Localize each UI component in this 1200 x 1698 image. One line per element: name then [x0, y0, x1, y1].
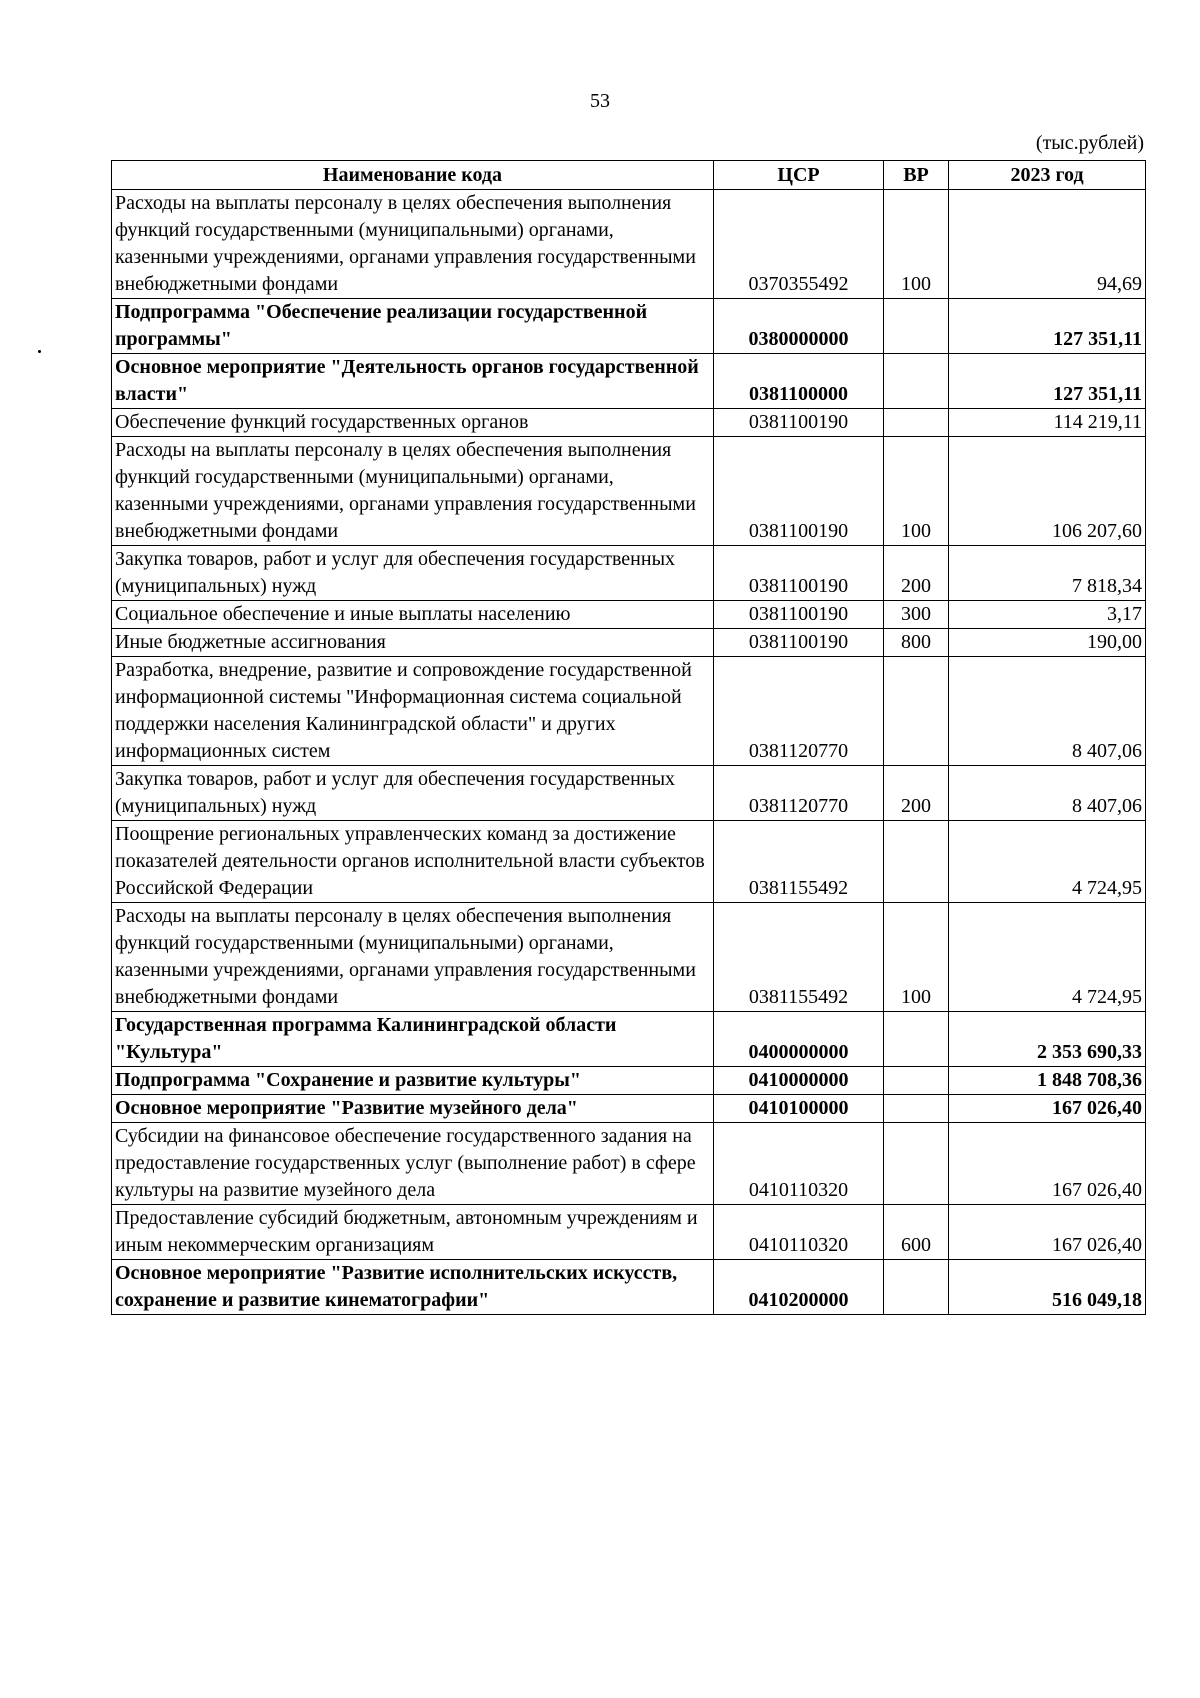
row-csr: 0381155492	[714, 903, 884, 1012]
row-csr: 0381100190	[714, 629, 884, 657]
table-row	[112, 354, 1146, 409]
row-vr: 200	[884, 766, 949, 821]
row-csr: 0410200000	[714, 1260, 884, 1315]
row-vr: 100	[884, 903, 949, 1012]
row-name: Основное мероприятие "Развитие исполнительских искусств, сохранение и развитие кинематографии"	[112, 1260, 714, 1315]
table-row	[112, 601, 1146, 629]
row-csr: 0381100190	[714, 437, 884, 546]
row-csr: 0410110320	[714, 1205, 884, 1260]
row-csr: 0381120770	[714, 766, 884, 821]
row-csr: 0410000000	[714, 1067, 884, 1095]
row-csr: 0381100190	[714, 546, 884, 601]
row-name: Предоставление субсидий бюджетным, автономным учреждениям и иным некоммерческим организациям	[112, 1205, 714, 1260]
row-amount: 7 818,34	[949, 546, 1146, 601]
row-name: Обеспечение функций государственных органов	[112, 409, 714, 437]
row-amount: 127 351,11	[949, 354, 1146, 409]
row-name: Расходы на выплаты персоналу в целях обеспечения выполнения функций государственными (муниципальными) органами, казенными учреждениями, органами управления государственными внебюджетными фондами	[112, 903, 714, 1012]
row-vr	[884, 1095, 949, 1123]
row-amount: 4 724,95	[949, 903, 1146, 1012]
row-amount: 167 026,40	[949, 1205, 1146, 1260]
row-vr: 100	[884, 190, 949, 299]
header-name: Наименование кода	[112, 161, 714, 190]
header-amount: 2023 год	[949, 161, 1146, 190]
table-header-row	[112, 161, 1146, 190]
header-csr: ЦСР	[714, 161, 884, 190]
row-name: Государственная программа Калининградской области "Культура"	[112, 1012, 714, 1067]
row-vr	[884, 657, 949, 766]
row-name: Закупка товаров, работ и услуг для обеспечения государственных (муниципальных) нужд	[112, 766, 714, 821]
scan-speck	[38, 350, 41, 353]
row-amount: 127 351,11	[949, 299, 1146, 354]
row-amount: 3,17	[949, 601, 1146, 629]
row-vr: 200	[884, 546, 949, 601]
row-vr	[884, 1067, 949, 1095]
row-vr: 300	[884, 601, 949, 629]
row-name: Основное мероприятие "Деятельность органов государственной власти"	[112, 354, 714, 409]
row-name: Социальное обеспечение и иные выплаты населению	[112, 601, 714, 629]
row-vr: 100	[884, 437, 949, 546]
row-amount: 4 724,95	[949, 821, 1146, 903]
table-row	[112, 1123, 1146, 1205]
row-name: Поощрение региональных управленческих команд за достижение показателей деятельности органов исполнительной власти субъектов Российской Федерации	[112, 821, 714, 903]
table-row	[112, 657, 1146, 766]
row-csr: 0400000000	[714, 1012, 884, 1067]
row-vr	[884, 409, 949, 437]
table-row	[112, 546, 1146, 601]
row-name: Расходы на выплаты персоналу в целях обеспечения выполнения функций государственными (муниципальными) органами, казенными учреждениями, органами управления государственными внебюджетными фондами	[112, 190, 714, 299]
row-amount: 114 219,11	[949, 409, 1146, 437]
row-name: Иные бюджетные ассигнования	[112, 629, 714, 657]
budget-table	[111, 160, 1146, 1315]
row-amount: 8 407,06	[949, 766, 1146, 821]
row-vr	[884, 821, 949, 903]
row-name: Разработка, внедрение, развитие и сопровождение государственной информационной системы "Информационная система социальной поддержки населения Калининградской области" и других информационных систем	[112, 657, 714, 766]
units-label: (тыс.рублей)	[1035, 132, 1144, 154]
row-csr: 0370355492	[714, 190, 884, 299]
row-amount: 1 848 708,36	[949, 1067, 1146, 1095]
row-name: Закупка товаров, работ и услуг для обеспечения государственных (муниципальных) нужд	[112, 546, 714, 601]
row-name: Подпрограмма "Обеспечение реализации государственной программы"	[112, 299, 714, 354]
row-vr: 800	[884, 629, 949, 657]
row-vr	[884, 1012, 949, 1067]
row-csr: 0381100190	[714, 601, 884, 629]
row-vr	[884, 1260, 949, 1315]
table-row	[112, 821, 1146, 903]
row-csr: 0381100190	[714, 409, 884, 437]
row-name: Субсидии на финансовое обеспечение государственного задания на предоставление государственных услуг (выполнение работ) в сфере культуры на развитие музейного дела	[112, 1123, 714, 1205]
row-amount: 94,69	[949, 190, 1146, 299]
row-csr: 0410100000	[714, 1095, 884, 1123]
row-amount: 516 049,18	[949, 1260, 1146, 1315]
row-csr: 0380000000	[714, 299, 884, 354]
page-number: 53	[590, 90, 610, 112]
row-amount: 8 407,06	[949, 657, 1146, 766]
table-row	[112, 190, 1146, 299]
row-vr	[884, 1123, 949, 1205]
row-csr: 0381100000	[714, 354, 884, 409]
table-row	[112, 629, 1146, 657]
row-vr	[884, 299, 949, 354]
table-row	[112, 1260, 1146, 1315]
table-row	[112, 903, 1146, 1012]
row-vr: 600	[884, 1205, 949, 1260]
row-vr	[884, 354, 949, 409]
row-name: Подпрограмма "Сохранение и развитие культуры"	[112, 1067, 714, 1095]
table-row	[112, 409, 1146, 437]
table-row	[112, 1067, 1146, 1095]
row-csr: 0381120770	[714, 657, 884, 766]
row-amount: 167 026,40	[949, 1095, 1146, 1123]
table-row	[112, 1095, 1146, 1123]
table-row	[112, 1205, 1146, 1260]
row-amount: 167 026,40	[949, 1123, 1146, 1205]
row-amount: 106 207,60	[949, 437, 1146, 546]
table-row	[112, 766, 1146, 821]
table-row	[112, 437, 1146, 546]
row-amount: 2 353 690,33	[949, 1012, 1146, 1067]
row-name: Расходы на выплаты персоналу в целях обеспечения выполнения функций государственными (муниципальными) органами, казенными учреждениями, органами управления государственными внебюджетными фондами	[112, 437, 714, 546]
row-csr: 0381155492	[714, 821, 884, 903]
table-row	[112, 299, 1146, 354]
row-amount: 190,00	[949, 629, 1146, 657]
row-csr: 0410110320	[714, 1123, 884, 1205]
header-vr: ВР	[884, 161, 949, 190]
row-name: Основное мероприятие "Развитие музейного дела"	[112, 1095, 714, 1123]
table-row	[112, 1012, 1146, 1067]
